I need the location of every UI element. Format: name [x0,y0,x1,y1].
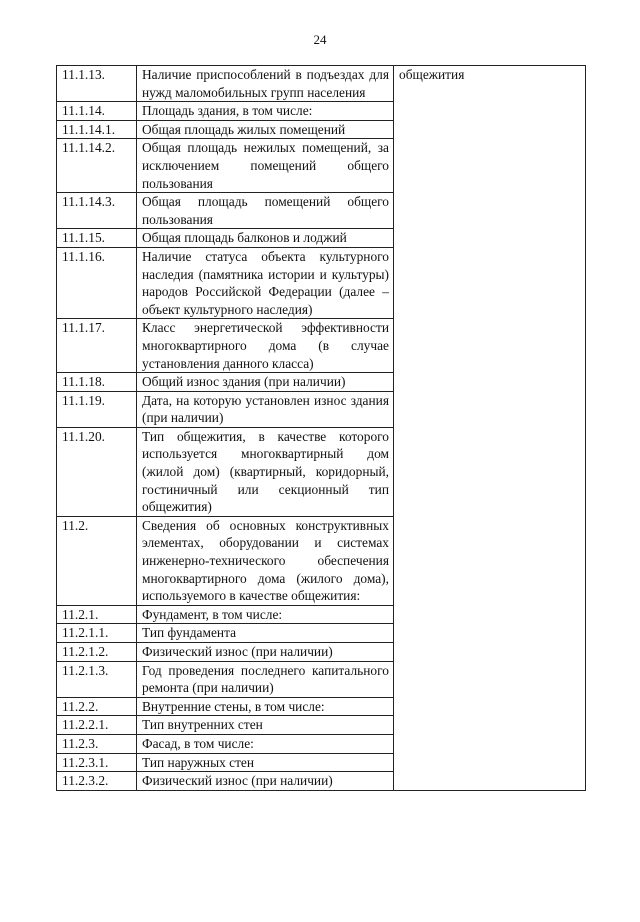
row-number: 11.2.2.1. [57,716,137,735]
row-number: 11.1.20. [57,427,137,516]
row-description: Сведения об основных конструктивных элементах, оборудовании и системах инженерно-технического обеспечения многоквартирного дома (жилого дома), используемого в качестве общежития: [137,516,394,605]
row-number: 11.1.17. [57,319,137,373]
row-number: 11.2.1.3. [57,661,137,697]
row-description: Внутренние стены, в том числе: [137,697,394,716]
row-description: Общая площадь помещений общего пользования [137,193,394,229]
row-number: 11.1.15. [57,229,137,248]
row-number: 11.1.14. [57,102,137,121]
row-number: 11.2.3. [57,734,137,753]
row-description: Класс энергетической эффективности многоквартирного дома (в случае установления данного класса) [137,319,394,373]
row-number: 11.2.1.1. [57,624,137,643]
row-number: 11.1.14.3. [57,193,137,229]
row-description: Наличие статуса объекта культурного наследия (памятника истории и культуры) народов Российской Федерации (далее – объект культурного наследия) [137,247,394,318]
row-description: Общий износ здания (при наличии) [137,373,394,392]
row-description: Физический износ (при наличии) [137,772,394,791]
row-description: Тип внутренних стен [137,716,394,735]
row-description: Площадь здания, в том числе: [137,102,394,121]
data-table [56,65,586,791]
row-description: Общая площадь балконов и лоджий [137,229,394,248]
row-description: Год проведения последнего капитального ремонта (при наличии) [137,661,394,697]
row-description: Наличие приспособлений в подъездах для нужд маломобильных групп населения [137,66,394,102]
row-number: 11.1.18. [57,373,137,392]
row-number: 11.2.3.2. [57,772,137,791]
page-number: 24 [313,32,327,47]
row-description: Дата, на которую установлен износ здания (при наличии) [137,391,394,427]
row-description: Общая площадь жилых помещений [137,120,394,139]
row-description: Фундамент, в том числе: [137,605,394,624]
row-number: 11.1.14.2. [57,139,137,193]
row-number: 11.2.1. [57,605,137,624]
row-description: Фасад, в том числе: [137,734,394,753]
row-number: 11.2. [57,516,137,605]
row-number: 11.1.19. [57,391,137,427]
row-description: Общая площадь нежилых помещений, за исключением помещений общего пользования [137,139,394,193]
row-description: Тип наружных стен [137,753,394,772]
row-number: 11.2.2. [57,697,137,716]
row-number: 11.2.1.2. [57,643,137,662]
row-number: 11.1.16. [57,247,137,318]
value-cell: общежития [394,66,586,791]
row-number: 11.2.3.1. [57,753,137,772]
row-description: Тип фундамента [137,624,394,643]
row-number: 11.1.14.1. [57,120,137,139]
table-row [57,66,586,102]
row-number: 11.1.13. [57,66,137,102]
row-description: Тип общежития, в качестве которого используется многоквартирный дом (жилой дом) (квартирный, коридорный, гостиничный или секционный тип общежития) [137,427,394,516]
row-description: Физический износ (при наличии) [137,643,394,662]
